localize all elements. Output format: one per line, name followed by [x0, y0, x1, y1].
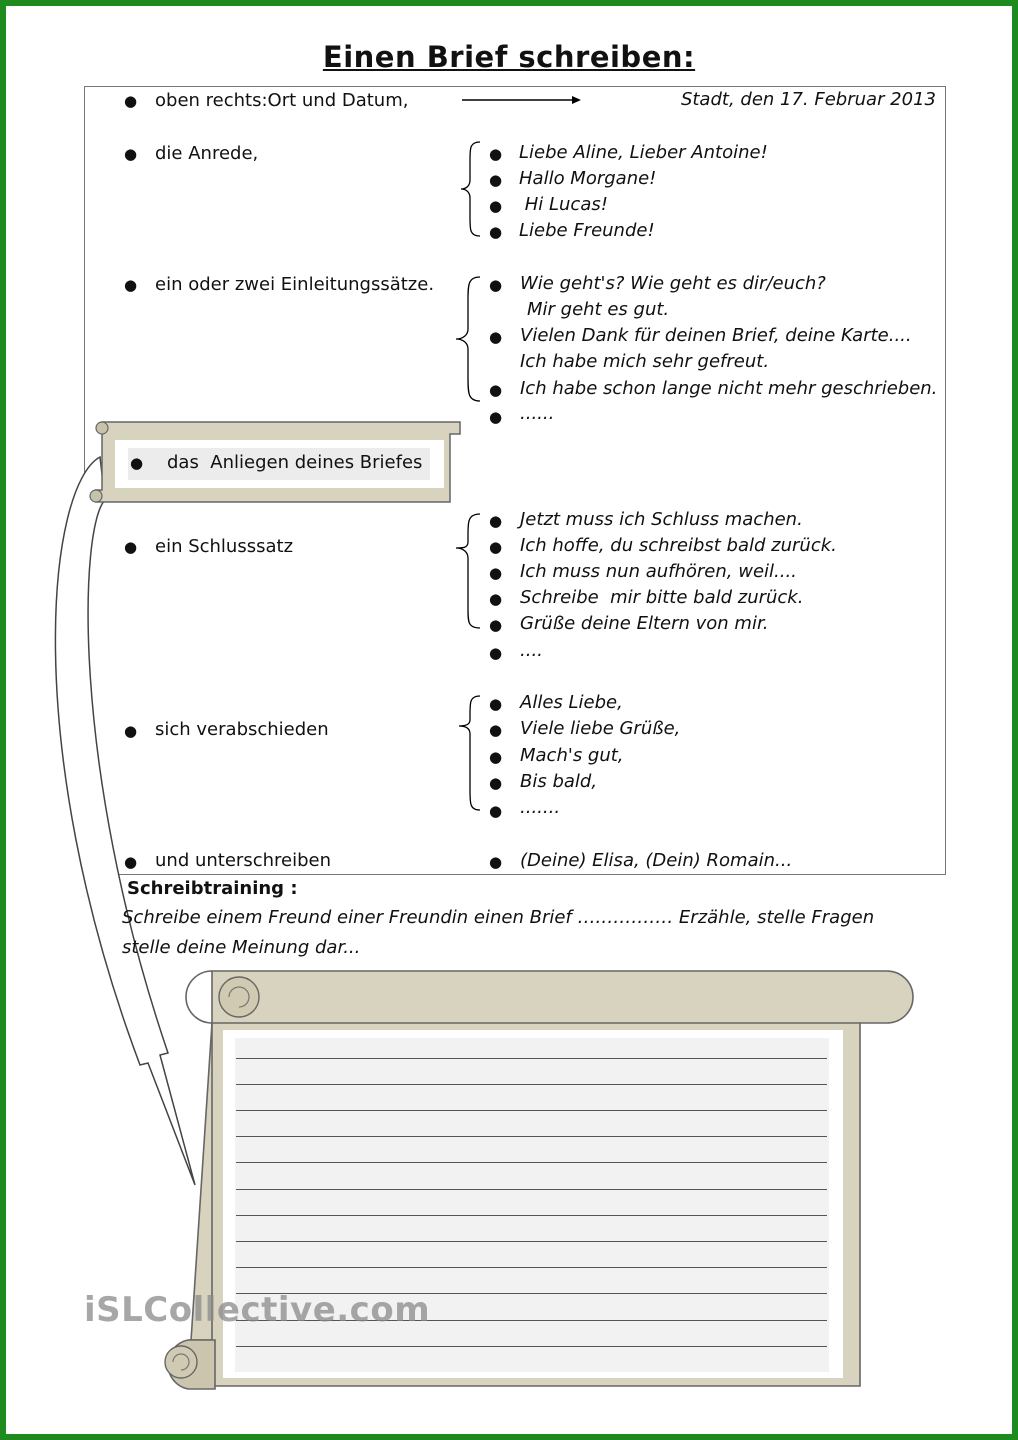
page-title: Einen Brief schreiben: — [322, 40, 696, 74]
brace-icon — [452, 512, 484, 630]
bullet: ● — [489, 197, 503, 215]
label-anliegen: das Anliegen deines Briefes — [167, 452, 423, 473]
bullet: ● — [124, 853, 138, 871]
writing-line[interactable] — [236, 1189, 827, 1190]
brace-icon — [458, 140, 484, 238]
bullet: ● — [124, 145, 138, 163]
example-abschied-1: Alles Liebe, — [520, 692, 623, 713]
writing-line[interactable] — [236, 1084, 827, 1085]
example-unterschrift: (Deine) Elisa, (Dein) Romain... — [520, 850, 793, 871]
writing-line[interactable] — [236, 1136, 827, 1137]
example-abschied-2: Viele liebe Grüße, — [520, 718, 681, 739]
example-schluss-4: Schreibe mir bitte bald zurück. — [520, 587, 804, 608]
writing-line[interactable] — [236, 1058, 827, 1059]
writing-line[interactable] — [236, 1241, 827, 1242]
example-anrede-3: Hi Lucas! — [519, 194, 608, 215]
watermark: iSLCollective.com — [84, 1290, 431, 1330]
example-einleitung-4: Ich habe mich sehr gefreut. — [520, 351, 770, 372]
bullet: ● — [489, 171, 503, 189]
arrow-right-icon — [460, 92, 584, 108]
bullet: ● — [489, 276, 503, 294]
bullet: ● — [489, 538, 503, 556]
example-abschied-4: Bis bald, — [520, 771, 598, 792]
bullet: ● — [489, 721, 503, 739]
bullet: ● — [489, 512, 503, 530]
label-ort-datum: oben rechts:Ort und Datum, — [155, 90, 409, 111]
example-einleitung-2: Mir geht es gut. — [527, 299, 670, 320]
example-date: Stadt, den 17. Februar 2013 — [680, 89, 936, 110]
bullet: ● — [124, 538, 138, 556]
bullet: ● — [489, 616, 503, 634]
label-schlusssatz: ein Schlusssatz — [155, 536, 294, 557]
bullet: ● — [489, 802, 503, 820]
writing-line[interactable] — [236, 1346, 827, 1347]
label-verabschieden: sich verabschieden — [155, 719, 329, 740]
bullet: ● — [489, 695, 503, 713]
bullet: ● — [489, 774, 503, 792]
bullet: ● — [489, 223, 503, 241]
task-line-1: Schreibe einem Freund einer Freundin einen Brief ….………… Erzähle, stelle Fragen — [122, 907, 875, 928]
bullet: ● — [489, 590, 503, 608]
label-unterschreiben: und unterschreiben — [155, 850, 331, 871]
brace-icon — [452, 275, 484, 403]
bullet: ● — [124, 276, 138, 294]
writing-line[interactable] — [236, 1162, 827, 1163]
label-einleitung: ein oder zwei Einleitungssätze. — [155, 274, 435, 295]
example-schluss-5: Grüße deine Eltern von mir. — [520, 613, 769, 634]
example-schluss-2: Ich hoffe, du schreibst bald zurück. — [520, 535, 837, 556]
bullet: ● — [489, 564, 503, 582]
example-schluss-3: Ich muss nun aufhören, weil.... — [520, 561, 797, 582]
example-einleitung-3: Vielen Dank für deinen Brief, deine Karte.... — [520, 325, 912, 346]
brace-icon — [456, 694, 484, 812]
label-anrede: die Anrede, — [155, 143, 259, 164]
example-einleitung-1: Wie geht's? Wie geht es dir/euch? — [520, 273, 826, 294]
bullet: ● — [489, 145, 503, 163]
bullet: ● — [489, 748, 503, 766]
writing-line[interactable] — [236, 1215, 827, 1216]
bullet: ● — [489, 408, 503, 426]
example-anrede-1: Liebe Aline, Lieber Antoine! — [519, 142, 768, 163]
example-einleitung-5: Ich habe schon lange nicht mehr geschrieben. — [520, 378, 938, 399]
schreibtraining-title: Schreibtraining : — [127, 878, 298, 899]
task-line-2: stelle deine Meinung dar... — [122, 937, 361, 958]
bullet: ● — [130, 454, 144, 472]
example-abschied-3: Mach's gut, — [520, 745, 624, 766]
bullet: ● — [124, 92, 138, 110]
bullet: ● — [124, 722, 138, 740]
example-schluss-1: Jetzt muss ich Schluss machen. — [520, 509, 803, 530]
bullet: ● — [489, 853, 503, 871]
bullet: ● — [489, 644, 503, 662]
writing-line[interactable] — [236, 1267, 827, 1268]
example-abschied-5: ....... — [520, 797, 561, 818]
bullet: ● — [489, 381, 503, 399]
bullet: ● — [489, 328, 503, 346]
example-schluss-6: .... — [520, 640, 543, 661]
example-einleitung-6: ...... — [520, 403, 555, 424]
writing-line[interactable] — [236, 1110, 827, 1111]
example-anrede-2: Hallo Morgane! — [519, 168, 657, 189]
example-anrede-4: Liebe Freunde! — [519, 220, 655, 241]
